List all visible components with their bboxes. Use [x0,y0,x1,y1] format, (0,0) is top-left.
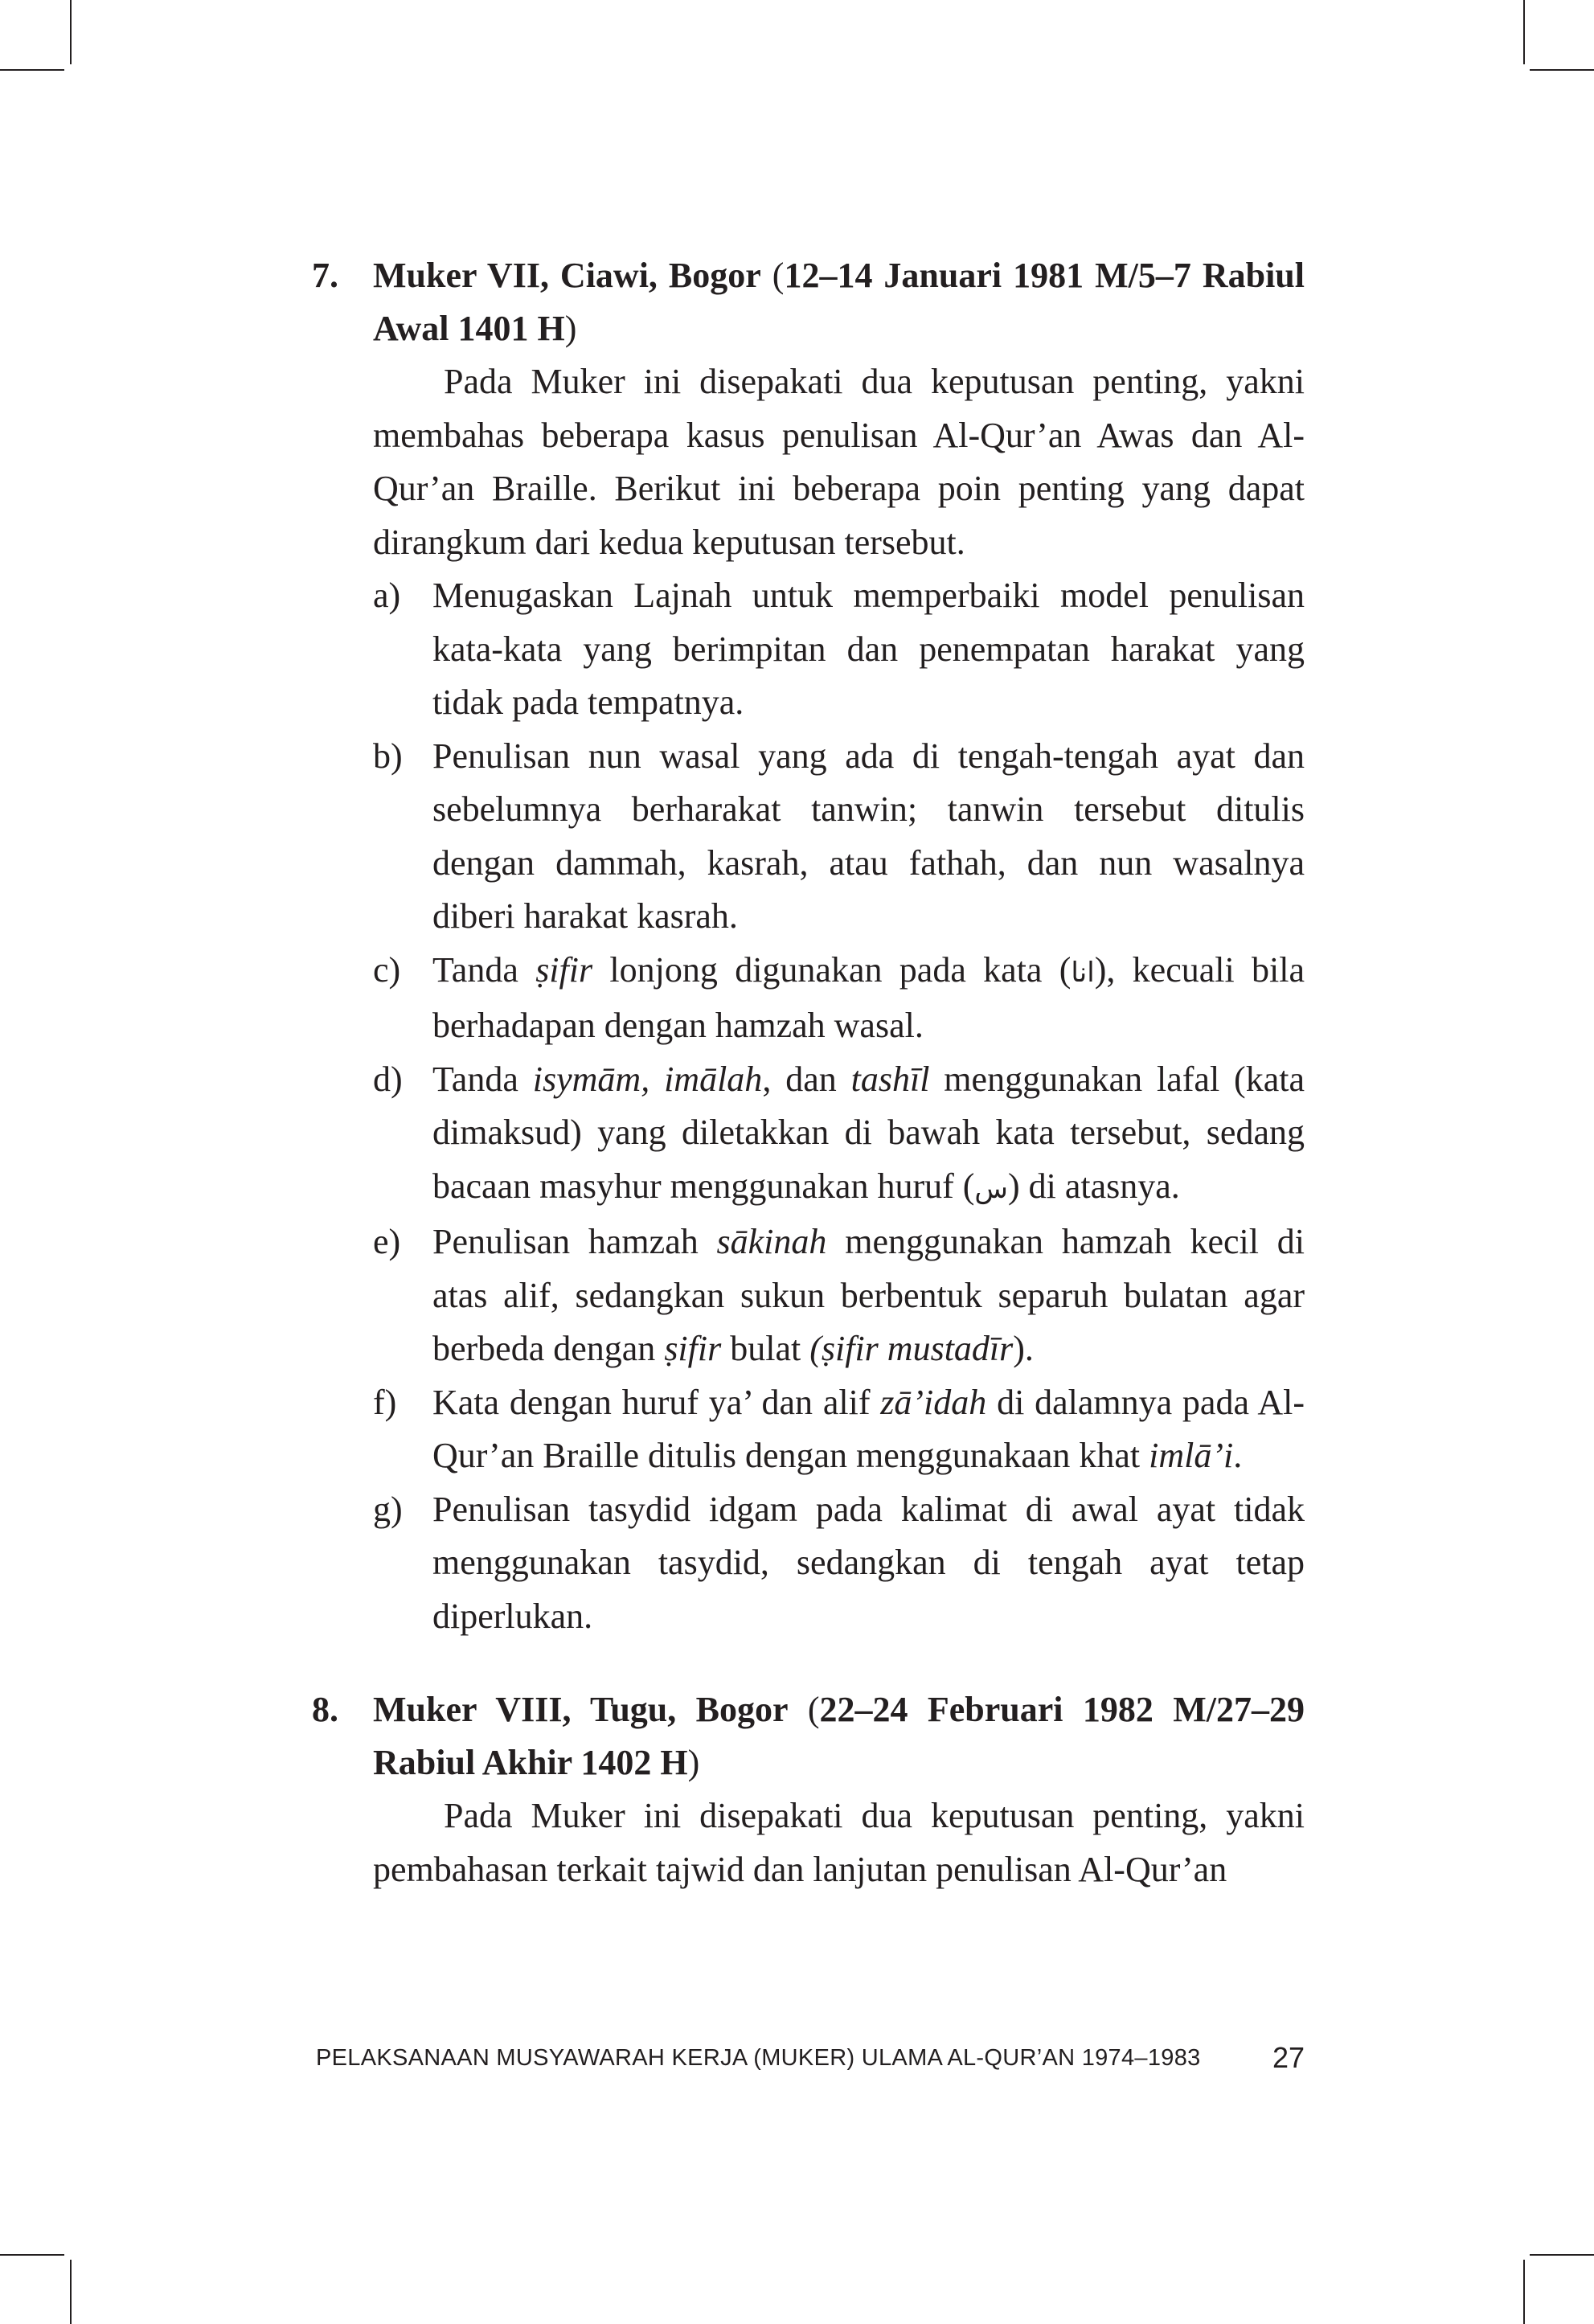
crop-mark [0,69,64,71]
section-title-name: Muker VII, Ciawi, Bogor [373,256,761,295]
list-item-text: Menugaskan Lajnah untuk memperbaiki model penulisan kata-kata yang berimpitan dan penempatan harakat yang tidak pada tempatnya. [432,576,1305,722]
page-content [312,249,1305,1896]
list-item [373,1053,1305,1216]
section-title-dates: 12–14 Januari 1981 M/5–7 Rabiul Awal 1401 H [373,256,1305,348]
list-item [373,1483,1305,1644]
list-marker: e) [373,1222,401,1261]
crop-mark [70,0,72,64]
section-number: 8. [312,1690,338,1729]
arabic-word: انا [1071,956,1095,989]
text: lonjong digunakan pada kata ( [592,949,1072,990]
crop-mark [0,2254,64,2256]
list-item [373,730,1305,944]
text: Kata dengan huruf ya’ dan alif [432,1382,881,1422]
crop-mark [1530,2254,1594,2256]
section-7 [312,249,1305,1643]
crop-mark [1530,69,1594,71]
section-title [373,1683,1305,1789]
text: ) di atasnya. [1007,1166,1180,1206]
running-title: PELAKSANAAN MUSYAWARAH KERJA (MUKER) ULAMA AL-QUR’AN 1974–1983 [316,2045,1201,2071]
section-intro: Pada Muker ini disepakati dua keputusan penting, yakni pembahasan terkait tajwid dan lanjutan penulisan Al-Qur’an [373,1796,1305,1889]
page-number: 27 [1272,2041,1305,2074]
crop-mark [1523,2260,1525,2324]
list-marker: d) [373,1059,403,1099]
paren-open: ( [788,1690,820,1729]
list-item [373,569,1305,730]
text: , dan [762,1059,851,1099]
list-marker: f) [373,1382,397,1422]
text: Tanda [432,949,536,990]
text: di dalamnya pada Al-Qur’an Braille ditulis dengan menggunakaan khat [432,1382,1305,1475]
section-title [373,249,1305,355]
section-title-name: Muker VIII, Tugu, Bogor [373,1690,789,1729]
paren-open: ( [760,256,785,295]
italic-term: tashīl [850,1059,930,1099]
section-number: 7. [312,256,338,295]
section-8 [312,1683,1305,1896]
list-marker: g) [373,1489,403,1529]
italic-term: ṣifir [535,949,593,990]
text: menggunakan lafal (kata dimaksud) yang diletakkan di bawah kata tersebut, sedang bacaan masyhur menggunakan huruf ( [432,1059,1305,1206]
decision-list [373,569,1305,1643]
list-item-text: Penulisan tasydid idgam pada kalimat di awal ayat tidak menggunakan tasydid, sedangkan di tengah ayat tetap diperlukan. [432,1489,1305,1636]
list-item-text: Penulisan nun wasal yang ada di tengah-tengah ayat dan sebelumnya berharakat tanwin; tanwin tersebut ditulis dengan dammah, kasrah, atau fathah, dan nun wasalnya diberi harakat kasrah. [432,736,1305,936]
list-item [373,1376,1305,1483]
crop-mark [70,2260,72,2324]
italic-term: zā’idah [880,1382,987,1422]
text: ), kecuali bila berhadapan dengan hamzah wasal. [432,949,1305,1045]
list-marker: b) [373,736,403,776]
section-title-dates: 22–24 Februari 1982 M/27–29 Rabiul Akhir 1402 H [373,1690,1305,1782]
text: Penulisan hamzah [432,1222,717,1261]
text: . [1233,1436,1243,1475]
list-item [373,944,1305,1053]
italic-term: isymām, imālah [532,1059,763,1099]
list-marker: c) [373,949,401,990]
list-item [373,1215,1305,1376]
text: Tanda [432,1059,533,1099]
text: menggunakan hamzah kecil di atas alif, sedangkan sukun berbentuk separuh bulatan agar berbeda dengan [432,1222,1305,1368]
section-intro: Pada Muker ini disepakati dua keputusan penting, yakni membahas beberapa kasus penulisan Al-Qur’an Awas dan Al-Qur’an Braille. Berikut ini beberapa poin penting yang dapat dirangkum dari kedua keputusan tersebut. [373,362,1305,562]
crop-mark [1523,0,1525,64]
paren-close: ) [687,1743,700,1782]
italic-term: (ṣifir mustadīr [809,1329,1014,1368]
arabic-letter: س [974,1172,1008,1205]
italic-term: imlā’i [1149,1436,1234,1475]
text: bulat [721,1329,810,1368]
list-marker: a) [373,576,401,615]
paren-close: ) [564,309,577,348]
italic-term: sākinah [716,1222,827,1261]
italic-term: ṣifir [664,1329,722,1368]
text: ). [1013,1329,1034,1368]
page-footer [316,2034,1305,2082]
